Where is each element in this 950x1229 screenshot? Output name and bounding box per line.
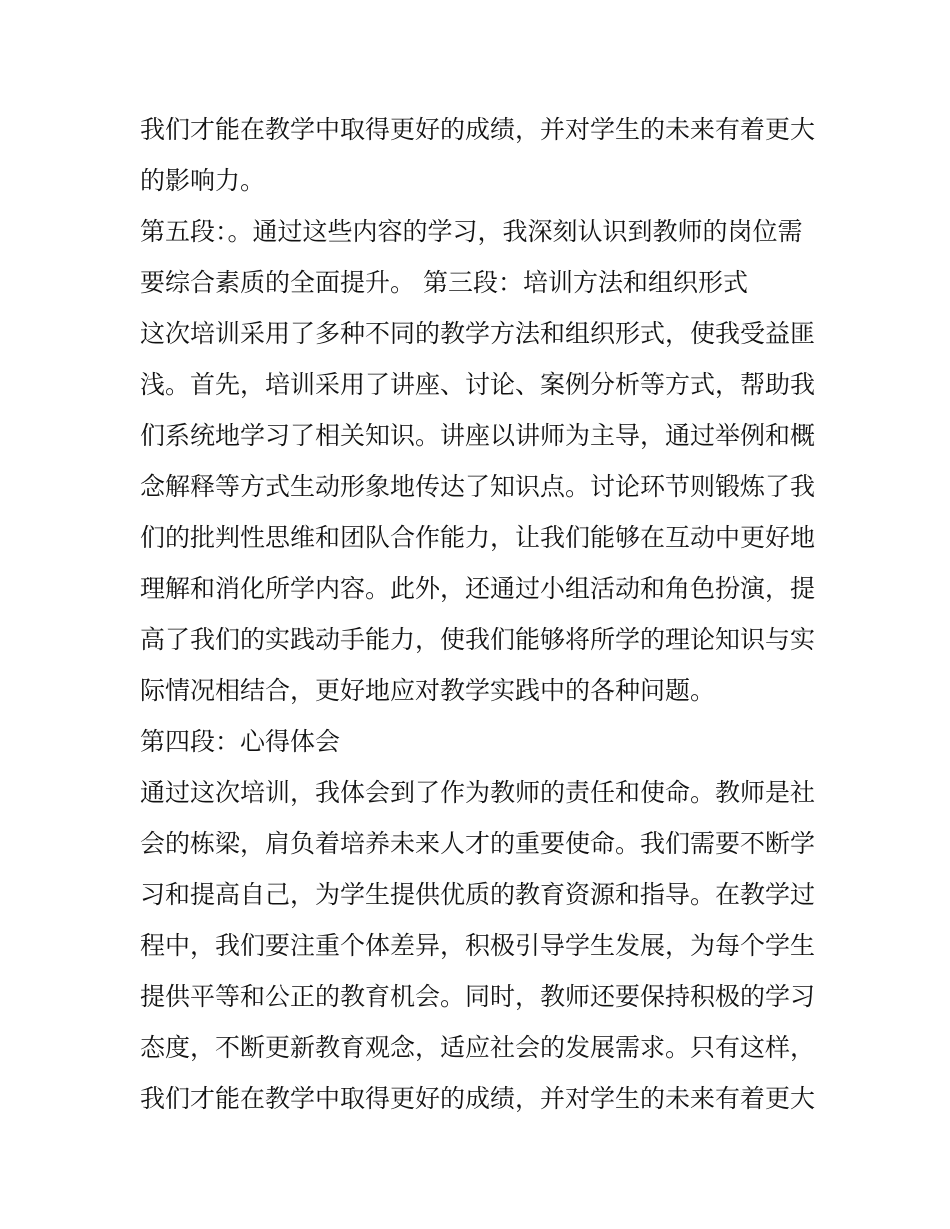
document-text	[140, 104, 816, 1124]
text-line-9: 们的批判性思维和团队合作能力，让我们能够在互动中更好地	[140, 523, 816, 552]
text-line-11: 高了我们的实践动手能力，使我们能够将所学的理论知识与实	[140, 625, 816, 654]
text-line-10: 理解和消化所学内容。此外，还通过小组活动和角色扮演，提	[140, 574, 816, 603]
text-line-7: 们系统地学习了相关知识。讲座以讲师为主导，通过举例和概	[140, 421, 816, 450]
text-line-12: 际情况相结合，更好地应对教学实践中的各种问题。	[140, 676, 716, 705]
text-line-20: 我们才能在教学中取得更好的成绩，并对学生的未来有着更大	[140, 1084, 816, 1113]
text-line-19: 态度，不断更新教育观念，适应社会的发展需求。只有这样，	[140, 1033, 816, 1062]
text-line-14: 通过这次培训，我体会到了作为教师的责任和使命。教师是社	[140, 778, 816, 807]
text-line-17: 程中，我们要注重个体差异，积极引导学生发展，为每个学生	[140, 931, 816, 960]
text-line-4: 要综合素质的全面提升。 第三段：培训方法和组织形式	[140, 268, 748, 297]
text-line-16: 习和提高自己，为学生提供优质的教育资源和指导。在教学过	[140, 880, 816, 909]
text-line-13: 第四段：心得体会	[140, 727, 341, 756]
text-line-6: 浅。首先，培训采用了讲座、讨论、案例分析等方式，帮助我	[140, 370, 816, 399]
text-line-15: 会的栋梁，肩负着培养未来人才的重要使命。我们需要不断学	[140, 829, 816, 858]
text-line-18: 提供平等和公正的教育机会。同时，教师还要保持积极的学习	[140, 982, 816, 1011]
text-line-2: 的影响力。	[140, 166, 266, 195]
text-line-8: 念解释等方式生动形象地传达了知识点。讨论环节则锻炼了我	[140, 472, 816, 501]
text-line-1: 我们才能在教学中取得更好的成绩，并对学生的未来有着更大	[140, 115, 816, 144]
text-line-3: 第五段：。通过这些内容的学习，我深刻认识到教师的岗位需	[140, 217, 803, 246]
text-line-5: 这次培训采用了多种不同的教学方法和组织形式，使我受益匪	[140, 319, 816, 348]
